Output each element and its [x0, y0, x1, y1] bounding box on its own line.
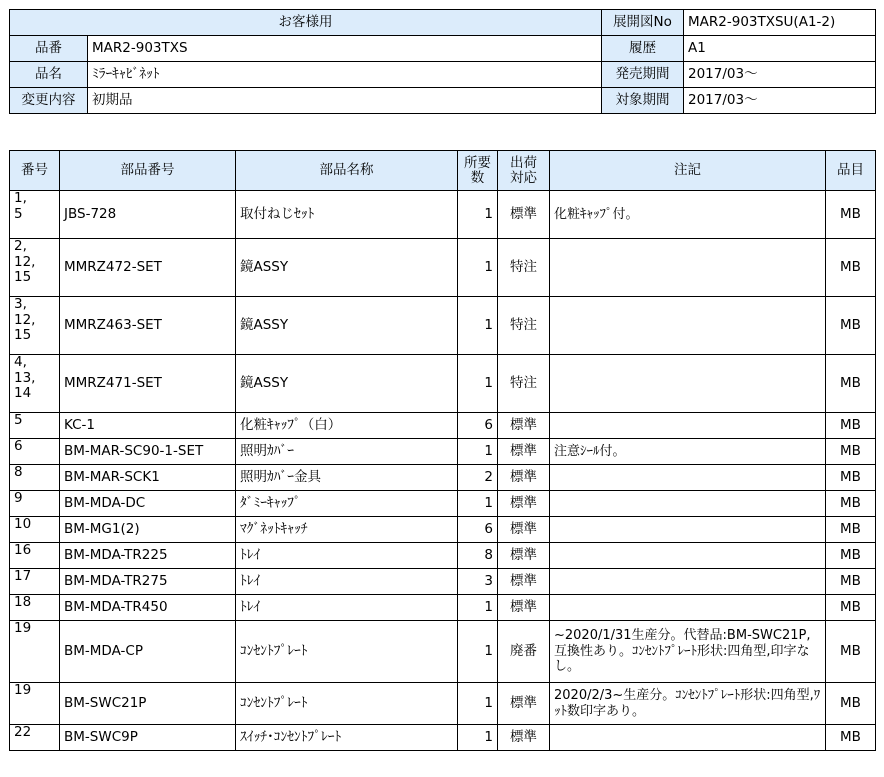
revision-label: 履歴: [602, 36, 684, 62]
release-period-value: 2017/03～: [684, 62, 876, 88]
row-shipping: 標準: [498, 543, 550, 569]
col-category: 品目: [826, 151, 876, 191]
row-no: 8: [10, 465, 60, 491]
row-category: MB: [826, 439, 876, 465]
row-category: MB: [826, 413, 876, 439]
col-part-no: 部品番号: [60, 151, 236, 191]
parts-table: [9, 150, 876, 751]
row-category: MB: [826, 465, 876, 491]
row-no: 17: [10, 569, 60, 595]
row-part-no: BM-MDA-TR450: [60, 595, 236, 621]
row-category: MB: [826, 569, 876, 595]
row-shipping: 標準: [498, 569, 550, 595]
row-category: MB: [826, 595, 876, 621]
row-no: 5: [10, 413, 60, 439]
product-name-label: 品名: [10, 62, 88, 88]
row-note: [550, 297, 826, 355]
row-qty: 1: [458, 439, 498, 465]
row-qty: 1: [458, 683, 498, 725]
table-row: [10, 239, 876, 297]
row-no: 10: [10, 517, 60, 543]
row-shipping: 特注: [498, 239, 550, 297]
row-part-no: BM-MAR-SC90-1-SET: [60, 439, 236, 465]
col-shipping-line1: 出荷: [510, 154, 537, 171]
row-note: 注意ｼｰﾙ付。: [550, 439, 826, 465]
row-no: 1, 5: [10, 191, 60, 239]
row-note: [550, 595, 826, 621]
col-no: 番号: [10, 151, 60, 191]
diagram-no-label: 展開図No: [602, 10, 684, 36]
diagram-no-value: MAR2-903TXSU(A1-2): [684, 10, 876, 36]
product-name-value: ﾐﾗｰｷｬﾋﾞﾈｯﾄ: [88, 62, 602, 88]
parts-body: [10, 191, 876, 751]
row-qty: 6: [458, 517, 498, 543]
row-part-no: BM-MDA-TR225: [60, 543, 236, 569]
row-note: [550, 543, 826, 569]
row-category: MB: [826, 725, 876, 751]
row-note: [550, 517, 826, 543]
row-shipping: 廃番: [498, 621, 550, 683]
product-no-label: 品番: [10, 36, 88, 62]
info-table: [9, 9, 876, 114]
table-row: [10, 595, 876, 621]
row-qty: 1: [458, 239, 498, 297]
row-shipping: 特注: [498, 355, 550, 413]
row-shipping: 標準: [498, 725, 550, 751]
col-shipping-line2: 対応: [510, 169, 537, 186]
row-note: [550, 239, 826, 297]
row-part-name: ﾄﾚｲ: [236, 595, 458, 621]
row-category: MB: [826, 491, 876, 517]
row-shipping: 特注: [498, 297, 550, 355]
row-shipping: 標準: [498, 413, 550, 439]
row-qty: 1: [458, 297, 498, 355]
row-qty: 6: [458, 413, 498, 439]
row-part-no: JBS-728: [60, 191, 236, 239]
row-part-no: BM-SWC21P: [60, 683, 236, 725]
row-part-no: MMRZ471-SET: [60, 355, 236, 413]
row-part-no: MMRZ472-SET: [60, 239, 236, 297]
row-part-no: BM-MDA-TR275: [60, 569, 236, 595]
row-part-name: ﾄﾚｲ: [236, 543, 458, 569]
row-no: 4, 13, 14: [10, 355, 60, 413]
row-note: [550, 725, 826, 751]
row-part-name: 照明ｶﾊﾞｰ金具: [236, 465, 458, 491]
row-note: [550, 355, 826, 413]
row-qty: 8: [458, 543, 498, 569]
row-qty: 3: [458, 569, 498, 595]
table-row: [10, 621, 876, 683]
row-part-no: BM-MDA-DC: [60, 491, 236, 517]
col-shipping: [498, 151, 550, 191]
col-part-name: 部品名称: [236, 151, 458, 191]
row-part-name: ｺﾝｾﾝﾄﾌﾟﾚｰﾄ: [236, 683, 458, 725]
row-note: [550, 465, 826, 491]
row-note: 化粧ｷｬｯﾌﾟ付。: [550, 191, 826, 239]
row-qty: 1: [458, 725, 498, 751]
table-row: [10, 569, 876, 595]
row-category: MB: [826, 297, 876, 355]
col-note: 注記: [550, 151, 826, 191]
row-note: ~2020/1/31生産分。代替品:BM-SWC21P,互換性あり。ｺﾝｾﾝﾄﾌﾟﾚｰﾄ形状:四角型,印字なし。: [550, 621, 826, 683]
table-row: [10, 543, 876, 569]
row-qty: 1: [458, 355, 498, 413]
row-category: MB: [826, 517, 876, 543]
row-no: 2, 12, 15: [10, 239, 60, 297]
row-note: [550, 413, 826, 439]
release-period-label: 発売期間: [602, 62, 684, 88]
table-row: [10, 355, 876, 413]
row-part-no: BM-MAR-SCK1: [60, 465, 236, 491]
row-part-name: 化粧ｷｬｯﾌﾟ（白）: [236, 413, 458, 439]
row-shipping: 標準: [498, 439, 550, 465]
target-period-label: 対象期間: [602, 88, 684, 114]
row-qty: 2: [458, 465, 498, 491]
table-row: [10, 191, 876, 239]
row-note: [550, 569, 826, 595]
row-part-no: MMRZ463-SET: [60, 297, 236, 355]
row-category: MB: [826, 191, 876, 239]
row-part-name: ｽｲｯﾁ･ｺﾝｾﾝﾄﾌﾟﾚｰﾄ: [236, 725, 458, 751]
target-period-value: 2017/03～: [684, 88, 876, 114]
row-part-name: 鏡ASSY: [236, 239, 458, 297]
row-note: 2020/2/3~生産分。ｺﾝｾﾝﾄﾌﾟﾚｰﾄ形状:四角型,ﾜｯﾄ数印字あり。: [550, 683, 826, 725]
table-row: [10, 725, 876, 751]
row-part-no: KC-1: [60, 413, 236, 439]
table-row: [10, 413, 876, 439]
row-shipping: 標準: [498, 595, 550, 621]
row-part-name: ﾄﾚｲ: [236, 569, 458, 595]
row-part-name: 取付ねじｾｯﾄ: [236, 191, 458, 239]
row-part-no: BM-MG1(2): [60, 517, 236, 543]
row-shipping: 標準: [498, 683, 550, 725]
col-qty-line2: 数: [470, 169, 485, 186]
row-qty: 1: [458, 595, 498, 621]
table-row: [10, 297, 876, 355]
row-qty: 1: [458, 191, 498, 239]
row-shipping: 標準: [498, 465, 550, 491]
row-no: 18: [10, 595, 60, 621]
row-no: 22: [10, 725, 60, 751]
customer-header: お客様用: [10, 10, 602, 36]
row-part-name: 鏡ASSY: [236, 297, 458, 355]
row-shipping: 標準: [498, 517, 550, 543]
row-qty: 1: [458, 621, 498, 683]
row-category: MB: [826, 239, 876, 297]
row-no: 3, 12, 15: [10, 297, 60, 355]
change-value: 初期品: [88, 88, 602, 114]
table-row: [10, 517, 876, 543]
table-row: [10, 491, 876, 517]
row-no: 16: [10, 543, 60, 569]
row-category: MB: [826, 683, 876, 725]
parts-header-row: [10, 151, 876, 191]
row-no: 6: [10, 439, 60, 465]
row-no: 9: [10, 491, 60, 517]
row-no: 19: [10, 621, 60, 683]
row-part-no: BM-SWC9P: [60, 725, 236, 751]
col-qty: [458, 151, 498, 191]
row-part-name: 照明ｶﾊﾞｰ: [236, 439, 458, 465]
row-category: MB: [826, 621, 876, 683]
table-row: [10, 465, 876, 491]
row-part-name: ｺﾝｾﾝﾄﾌﾟﾚｰﾄ: [236, 621, 458, 683]
row-category: MB: [826, 355, 876, 413]
row-part-name: 鏡ASSY: [236, 355, 458, 413]
row-part-no: BM-MDA-CP: [60, 621, 236, 683]
revision-value: A1: [684, 36, 876, 62]
row-note: [550, 491, 826, 517]
product-no-value: MAR2-903TXS: [88, 36, 602, 62]
row-category: MB: [826, 543, 876, 569]
change-label: 変更内容: [10, 88, 88, 114]
row-no: 19: [10, 683, 60, 725]
row-shipping: 標準: [498, 491, 550, 517]
col-qty-line1: 所要: [464, 154, 491, 171]
row-part-name: ﾀﾞﾐｰｷｬｯﾌﾟ: [236, 491, 458, 517]
table-row: [10, 683, 876, 725]
row-part-name: ﾏｸﾞﾈｯﾄｷｬｯﾁ: [236, 517, 458, 543]
row-shipping: 標準: [498, 191, 550, 239]
table-row: [10, 439, 876, 465]
row-qty: 1: [458, 491, 498, 517]
